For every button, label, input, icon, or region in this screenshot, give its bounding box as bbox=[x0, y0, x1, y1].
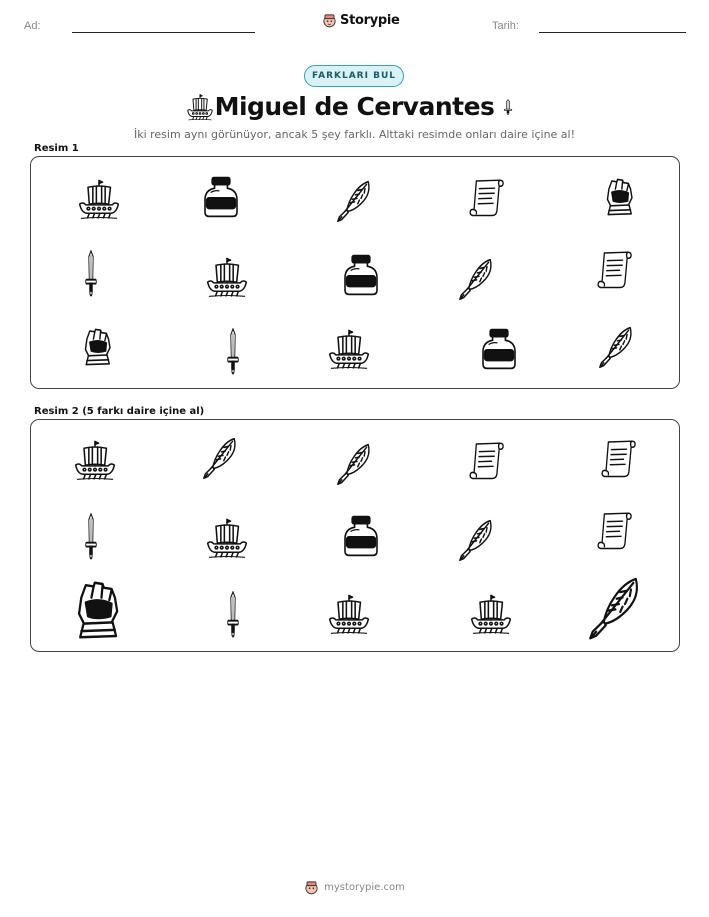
ship-icon[interactable] bbox=[73, 439, 117, 481]
picture-2-panel[interactable] bbox=[30, 419, 680, 652]
quill-icon[interactable] bbox=[583, 575, 643, 641]
activity-badge: FARKLARI BUL bbox=[304, 65, 404, 87]
inkwell-icon bbox=[201, 175, 241, 219]
date-label: Tarih: bbox=[492, 20, 519, 32]
ship-icon bbox=[205, 256, 249, 298]
storypie-mascot-icon bbox=[322, 13, 337, 28]
title-row bbox=[0, 88, 709, 128]
sword-icon bbox=[500, 92, 516, 122]
storypie-mascot-icon bbox=[304, 880, 319, 895]
ship-icon[interactable] bbox=[327, 593, 371, 635]
quill-icon[interactable] bbox=[333, 442, 373, 486]
gauntlet-icon[interactable] bbox=[69, 579, 125, 641]
quill-icon[interactable] bbox=[455, 518, 495, 562]
scroll-icon bbox=[596, 248, 634, 290]
picture-1-panel bbox=[30, 156, 680, 389]
date-field-line[interactable] bbox=[539, 32, 686, 33]
instructions: İki resim aynı görünüyor, ancak 5 şey farklı. Alttaki resimde onları daire içine al! bbox=[133, 128, 576, 141]
brand-logo bbox=[322, 13, 400, 28]
inkwell-icon[interactable] bbox=[341, 514, 381, 558]
brand-name: Storypie bbox=[340, 13, 400, 28]
scroll-icon[interactable] bbox=[600, 437, 638, 479]
sword-icon[interactable] bbox=[222, 590, 244, 638]
gauntlet-icon bbox=[601, 177, 637, 217]
quill-icon bbox=[333, 179, 373, 223]
name-field-line[interactable] bbox=[72, 32, 255, 33]
gauntlet-icon bbox=[79, 327, 115, 367]
ship-icon[interactable] bbox=[205, 517, 249, 559]
ship-icon bbox=[77, 178, 121, 220]
footer bbox=[0, 880, 709, 895]
scroll-icon[interactable] bbox=[468, 439, 506, 481]
sword-icon[interactable] bbox=[80, 512, 102, 560]
ship-icon[interactable] bbox=[469, 593, 513, 635]
picture-2-label: Resim 2 (5 farkı daire içine al) bbox=[34, 406, 205, 417]
inkwell-icon bbox=[341, 253, 381, 297]
sword-icon bbox=[80, 249, 102, 297]
quill-icon bbox=[595, 325, 635, 369]
quill-icon[interactable] bbox=[199, 436, 239, 480]
page-title: Miguel de Cervantes bbox=[214, 92, 495, 121]
quill-icon bbox=[455, 257, 495, 301]
scroll-icon bbox=[468, 176, 506, 218]
ship-icon bbox=[327, 328, 371, 370]
name-label: Ad: bbox=[24, 20, 41, 32]
sword-icon bbox=[222, 327, 244, 375]
footer-site: mystorypie.com bbox=[324, 882, 405, 893]
inkwell-icon bbox=[479, 327, 519, 371]
picture-1-label: Resim 1 bbox=[34, 143, 79, 154]
scroll-icon[interactable] bbox=[596, 509, 634, 551]
